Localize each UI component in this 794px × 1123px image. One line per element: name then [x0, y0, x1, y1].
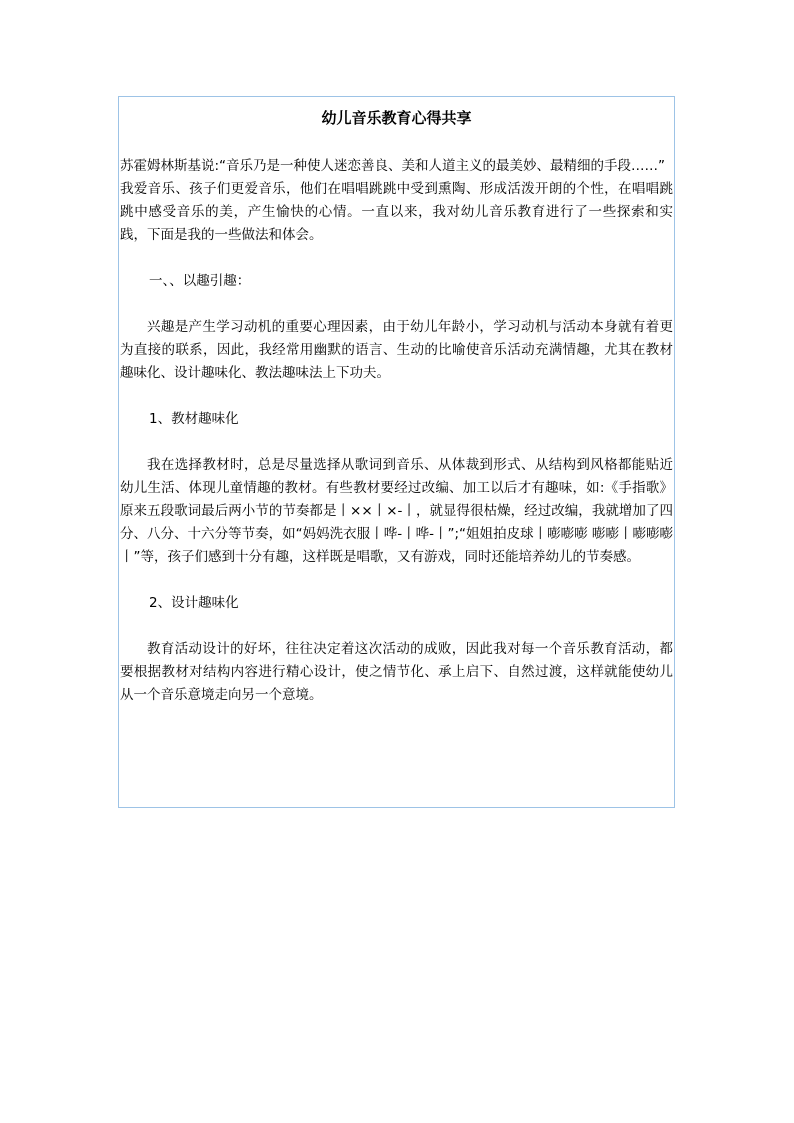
document-title: 幼儿音乐教育心得共享 — [321, 109, 472, 127]
intro-paragraph: 我爱音乐、孩子们更爱音乐，他们在唱唱跳跳中受到熏陶、形成活泼开朗的个性，在唱唱跳跳中感受音乐的美，产生愉快的心情。一直以来，我对幼儿音乐教育进行了一些探索和实践，下面是我的一些做法和体会。 — [120, 181, 673, 243]
document-frame — [118, 96, 675, 808]
quote-paragraph: 苏霍姆林斯基说:“音乐乃是一种使人迷恋善良、美和人道主义的最美妙、最精细的手段……” — [120, 158, 666, 174]
subsection-heading-2: 2、设计趣味化 — [149, 595, 239, 611]
subsection-heading-1: 1、教材趣味化 — [149, 411, 239, 427]
subsection-1-paragraph: 我在选择教材时，总是尽量选择从歌词到音乐、从体裁到形式、从结构到风格都能贴近幼儿生活、体现儿童情趣的教材。有些教材要经过改编、加工以后才有趣味，如:《手指歌》原来五段歌词最后两小节的节奏都是丨××丨×-丨，就显得很枯燥，经过改编，我就增加了四分、八分、十六分等节奏，如“妈妈洗衣服丨哗-丨哗-丨”;“姐姐拍皮球丨嘭嘭嘭 嘭嘭丨嘭嘭嘭丨”等，孩子们感到十分有趣，这样既是唱歌，又有游戏，同时还能培养幼儿的节奏感。 — [120, 457, 673, 565]
subsection-2-paragraph: 教育活动设计的好坏，往往决定着这次活动的成败，因此我对每一个音乐教育活动，都要根据教材对结构内容进行精心设计，使之情节化、承上启下、自然过渡，这样就能使幼儿从一个音乐意境走向另一个意境。 — [120, 641, 673, 703]
section-1-paragraph: 兴趣是产生学习动机的重要心理因素，由于幼儿年龄小，学习动机与活动本身就有着更为直接的联系，因此，我经常用幽默的语言、生动的比喻使音乐活动充满情趣，尤其在教材趣味化、设计趣味化、教法趣味法上下功夫。 — [120, 319, 673, 381]
section-heading-1: 一、、以趣引趣： — [149, 273, 251, 289]
